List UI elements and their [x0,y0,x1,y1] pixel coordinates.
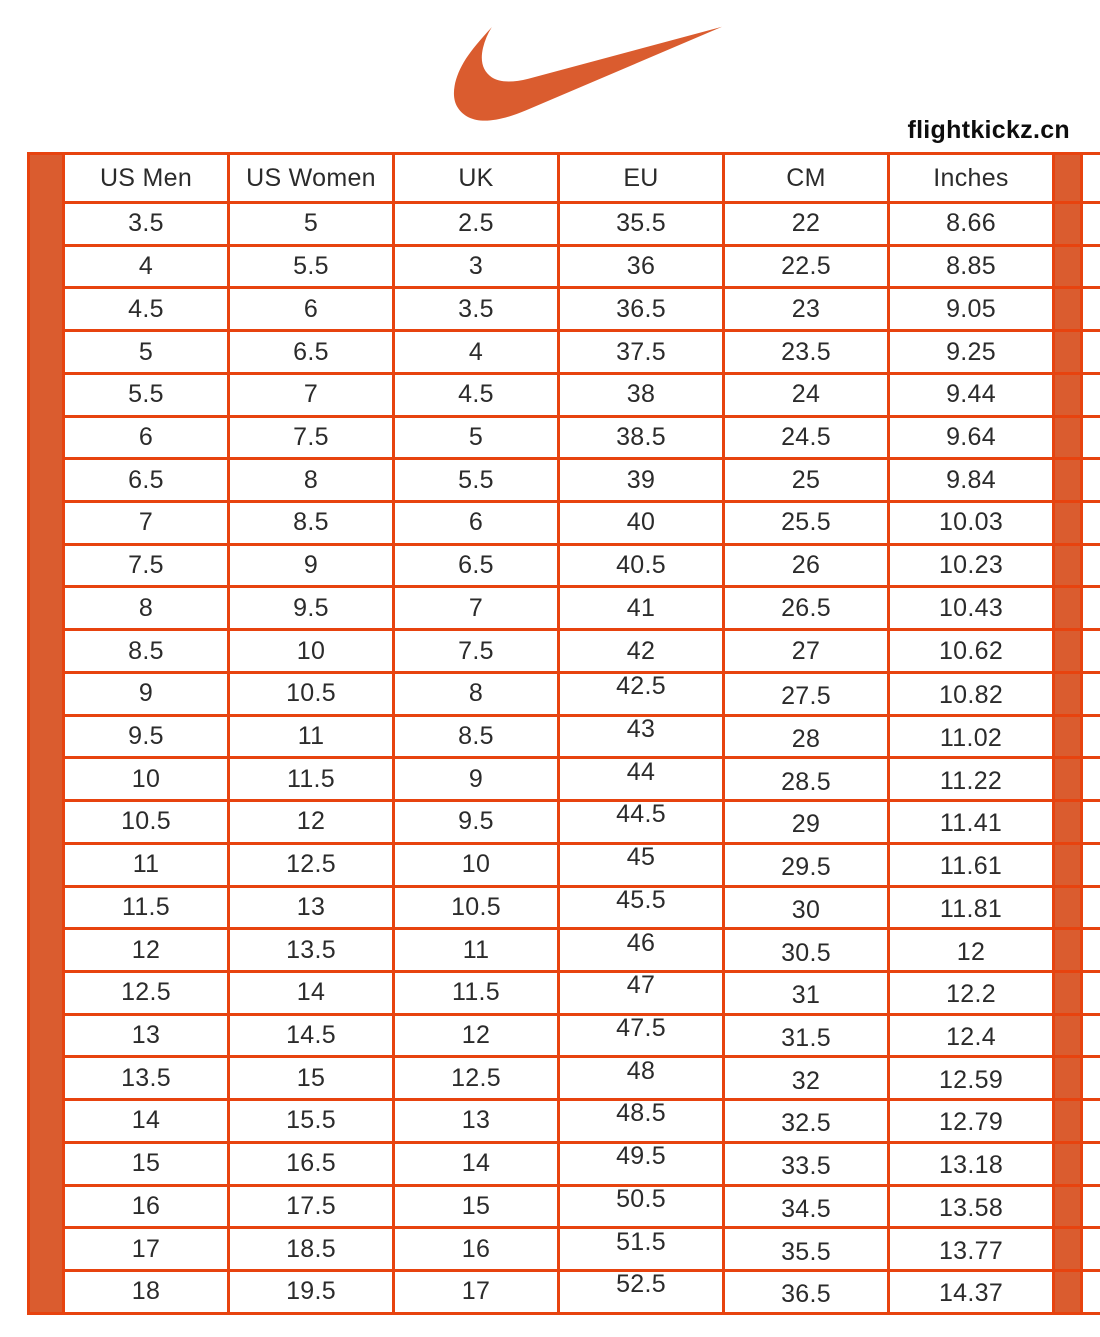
size-cell-us-men: 12.5 [64,971,229,1014]
size-cell-uk: 11.5 [394,971,559,1014]
size-cell-cm: 32.5 [724,1100,889,1143]
border-tail-cell [1082,1228,1100,1271]
right-accent-band-cell [1054,154,1082,203]
border-tail-cell [1082,1142,1100,1185]
size-cell-inches: 10.82 [889,672,1054,715]
size-cell-uk: 10 [394,843,559,886]
border-tail-cell [1082,801,1100,844]
table-row [64,843,1100,886]
size-cell-uk: 2.5 [394,203,559,246]
size-cell-us-women: 9.5 [229,587,394,630]
size-cell-inches: 10.03 [889,502,1054,545]
size-cell-us-men: 5.5 [64,373,229,416]
table-row [64,929,1100,972]
border-tail-cell [1082,1100,1100,1143]
border-tail-cell [1082,203,1100,246]
size-cell-cm: 31 [724,971,889,1014]
size-cell-us-men: 16 [64,1185,229,1228]
size-cell-inches: 13.77 [889,1228,1054,1271]
size-cell-us-women: 8.5 [229,502,394,545]
size-cell-inches: 12.79 [889,1100,1054,1143]
size-cell-us-women: 12.5 [229,843,394,886]
table-row [64,502,1100,545]
size-cell-us-women: 14.5 [229,1014,394,1057]
size-cell-cm: 24.5 [724,416,889,459]
right-accent-band-cell [1054,1014,1082,1057]
size-cell-us-women: 16.5 [229,1142,394,1185]
size-cell-us-men: 7.5 [64,544,229,587]
size-cell-inches: 10.43 [889,587,1054,630]
border-tail-cell [1082,416,1100,459]
size-cell-eu: 45.5 [559,886,724,929]
size-cell-uk: 12.5 [394,1057,559,1100]
size-cell-us-women: 14 [229,971,394,1014]
size-cell-us-women: 18.5 [229,1228,394,1271]
size-cell-us-women: 10 [229,630,394,673]
size-cell-eu: 38.5 [559,416,724,459]
size-cell-uk: 14 [394,1142,559,1185]
right-accent-band-cell [1054,288,1082,331]
col-header-us-men: US Men [64,154,229,203]
border-tail-cell [1082,1057,1100,1100]
size-cell-us-women: 10.5 [229,672,394,715]
border-tail-cell [1082,630,1100,673]
table-row [64,1270,1100,1313]
size-cell-eu: 46 [559,929,724,972]
size-cell-us-women: 8 [229,459,394,502]
size-cell-uk: 4 [394,331,559,374]
table-row [64,1142,1100,1185]
border-tail-cell [1082,459,1100,502]
size-cell-uk: 8 [394,672,559,715]
size-cell-cm: 33.5 [724,1142,889,1185]
size-cell-eu: 47.5 [559,1014,724,1057]
size-cell-eu: 43 [559,715,724,758]
size-cell-us-men: 4.5 [64,288,229,331]
right-accent-band-cell [1054,929,1082,972]
border-tail-cell [1082,373,1100,416]
size-cell-eu: 36.5 [559,288,724,331]
size-cell-inches: 11.22 [889,758,1054,801]
border-tail-cell [1082,587,1100,630]
border-tail-cell [1082,971,1100,1014]
size-table-body [64,203,1100,1314]
size-cell-cm: 27.5 [724,672,889,715]
table-row [64,672,1100,715]
right-accent-band-cell [1054,1142,1082,1185]
size-cell-inches: 9.64 [889,416,1054,459]
size-cell-us-men: 17 [64,1228,229,1271]
table-row [64,459,1100,502]
size-cell-us-men: 8.5 [64,630,229,673]
size-cell-uk: 9 [394,758,559,801]
size-cell-cm: 23.5 [724,331,889,374]
size-cell-inches: 11.61 [889,843,1054,886]
size-cell-eu: 47 [559,971,724,1014]
right-accent-band-cell [1054,1270,1082,1313]
size-cell-us-men: 15 [64,1142,229,1185]
size-cell-us-men: 5 [64,331,229,374]
size-cell-us-women: 5 [229,203,394,246]
size-cell-eu: 50.5 [559,1185,724,1228]
size-cell-uk: 11 [394,929,559,972]
size-cell-us-women: 13.5 [229,929,394,972]
right-accent-band-cell [1054,801,1082,844]
size-cell-us-men: 11.5 [64,886,229,929]
table-row [64,1228,1100,1271]
table-row [64,587,1100,630]
size-cell-cm: 29.5 [724,843,889,886]
size-cell-cm: 26.5 [724,587,889,630]
size-cell-eu: 44.5 [559,801,724,844]
right-accent-band-cell [1054,758,1082,801]
size-cell-uk: 8.5 [394,715,559,758]
size-cell-cm: 32 [724,1057,889,1100]
size-cell-us-men: 13.5 [64,1057,229,1100]
size-cell-us-women: 6.5 [229,331,394,374]
table-row [64,1185,1100,1228]
border-tail-cell [1082,502,1100,545]
table-row [64,801,1100,844]
table-row [64,1100,1100,1143]
left-accent-band [27,152,62,1315]
size-cell-cm: 26 [724,544,889,587]
size-cell-cm: 25.5 [724,502,889,545]
size-cell-us-women: 15.5 [229,1100,394,1143]
size-cell-us-men: 4 [64,245,229,288]
table-row [64,203,1100,246]
right-accent-band-cell [1054,971,1082,1014]
right-accent-band-cell [1054,843,1082,886]
table-row [64,1014,1100,1057]
right-accent-band-cell [1054,203,1082,246]
size-cell-inches: 12.59 [889,1057,1054,1100]
size-cell-us-women: 19.5 [229,1270,394,1313]
right-accent-band-cell [1054,886,1082,929]
size-cell-eu: 45 [559,843,724,886]
border-tail-cell [1082,1185,1100,1228]
size-cell-eu: 36 [559,245,724,288]
size-cell-cm: 30 [724,886,889,929]
right-accent-band-cell [1054,672,1082,715]
size-cell-cm: 34.5 [724,1185,889,1228]
size-cell-eu: 38 [559,373,724,416]
size-cell-uk: 6.5 [394,544,559,587]
size-cell-eu: 51.5 [559,1228,724,1271]
size-cell-uk: 15 [394,1185,559,1228]
col-header-us-women: US Women [229,154,394,203]
right-accent-band-cell [1054,544,1082,587]
size-cell-uk: 17 [394,1270,559,1313]
header-row [64,154,1100,203]
size-cell-uk: 5.5 [394,459,559,502]
right-accent-band-cell [1054,715,1082,758]
size-cell-us-women: 5.5 [229,245,394,288]
size-cell-cm: 36.5 [724,1270,889,1313]
right-accent-band-cell [1054,502,1082,545]
size-cell-eu: 40.5 [559,544,724,587]
size-cell-eu: 49.5 [559,1142,724,1185]
size-cell-inches: 10.62 [889,630,1054,673]
right-accent-band-cell [1054,1057,1082,1100]
size-cell-us-men: 6 [64,416,229,459]
size-cell-uk: 7.5 [394,630,559,673]
size-cell-eu: 48.5 [559,1100,724,1143]
size-cell-eu: 42 [559,630,724,673]
right-accent-band-cell [1054,1185,1082,1228]
right-accent-band-cell [1054,1100,1082,1143]
size-cell-inches: 13.58 [889,1185,1054,1228]
size-cell-us-women: 6 [229,288,394,331]
border-tail-cell [1082,245,1100,288]
size-cell-us-women: 11.5 [229,758,394,801]
border-tail-cell [1082,715,1100,758]
size-cell-inches: 11.02 [889,715,1054,758]
size-cell-eu: 42.5 [559,672,724,715]
size-cell-eu: 35.5 [559,203,724,246]
watermark-text: flightkickz.cn [907,116,1070,144]
size-cell-cm: 29 [724,801,889,844]
size-cell-us-men: 10.5 [64,801,229,844]
size-cell-cm: 23 [724,288,889,331]
border-tail-cell [1082,672,1100,715]
nike-logo [448,24,728,124]
right-accent-band-cell [1054,373,1082,416]
table-row [64,758,1100,801]
table-row [64,288,1100,331]
size-cell-eu: 39 [559,459,724,502]
right-accent-band-cell [1054,416,1082,459]
size-cell-us-women: 15 [229,1057,394,1100]
border-tail-cell [1082,929,1100,972]
size-cell-eu: 52.5 [559,1270,724,1313]
table-row [64,630,1100,673]
size-cell-uk: 3 [394,245,559,288]
border-tail-cell [1082,288,1100,331]
size-cell-inches: 11.81 [889,886,1054,929]
border-tail-cell [1082,1270,1100,1313]
size-cell-eu: 41 [559,587,724,630]
table-row [64,715,1100,758]
size-cell-us-men: 18 [64,1270,229,1313]
size-cell-us-women: 13 [229,886,394,929]
size-cell-inches: 9.25 [889,331,1054,374]
border-tail-cell [1082,154,1100,203]
table-row [64,373,1100,416]
size-cell-us-women: 11 [229,715,394,758]
size-cell-cm: 28.5 [724,758,889,801]
size-cell-inches: 14.37 [889,1270,1054,1313]
col-header-uk: UK [394,154,559,203]
size-cell-us-men: 3.5 [64,203,229,246]
size-cell-us-women: 7 [229,373,394,416]
size-cell-cm: 22.5 [724,245,889,288]
col-header-cm: CM [724,154,889,203]
table-row [64,416,1100,459]
table-row [64,1057,1100,1100]
size-cell-inches: 12 [889,929,1054,972]
size-cell-cm: 25 [724,459,889,502]
size-cell-inches: 9.44 [889,373,1054,416]
border-tail-cell [1082,331,1100,374]
size-cell-us-men: 11 [64,843,229,886]
size-cell-us-men: 14 [64,1100,229,1143]
size-cell-cm: 35.5 [724,1228,889,1271]
size-cell-us-men: 7 [64,502,229,545]
size-cell-eu: 44 [559,758,724,801]
size-cell-uk: 12 [394,1014,559,1057]
size-cell-uk: 6 [394,502,559,545]
nike-swoosh-icon [448,24,728,124]
border-tail-cell [1082,886,1100,929]
size-cell-us-men: 8 [64,587,229,630]
border-tail-cell [1082,843,1100,886]
size-chart [27,152,1100,1315]
size-cell-us-men: 13 [64,1014,229,1057]
size-cell-eu: 40 [559,502,724,545]
size-cell-inches: 12.2 [889,971,1054,1014]
size-cell-inches: 9.05 [889,288,1054,331]
size-cell-inches: 11.41 [889,801,1054,844]
size-cell-inches: 12.4 [889,1014,1054,1057]
border-tail-cell [1082,758,1100,801]
size-cell-inches: 9.84 [889,459,1054,502]
border-tail-cell [1082,1014,1100,1057]
size-cell-cm: 31.5 [724,1014,889,1057]
size-cell-inches: 8.66 [889,203,1054,246]
size-cell-cm: 24 [724,373,889,416]
size-cell-cm: 27 [724,630,889,673]
col-header-eu: EU [559,154,724,203]
size-cell-uk: 4.5 [394,373,559,416]
size-cell-us-men: 12 [64,929,229,972]
size-cell-us-women: 12 [229,801,394,844]
size-cell-cm: 22 [724,203,889,246]
size-cell-uk: 5 [394,416,559,459]
right-accent-band-cell [1054,459,1082,502]
table-row [64,544,1100,587]
size-cell-us-men: 10 [64,758,229,801]
size-cell-us-women: 7.5 [229,416,394,459]
size-cell-cm: 30.5 [724,929,889,972]
size-cell-inches: 10.23 [889,544,1054,587]
size-table [62,152,1100,1315]
size-cell-uk: 7 [394,587,559,630]
border-tail-cell [1082,544,1100,587]
size-cell-inches: 13.18 [889,1142,1054,1185]
size-cell-uk: 3.5 [394,288,559,331]
size-cell-uk: 10.5 [394,886,559,929]
right-accent-band-cell [1054,630,1082,673]
right-accent-band-cell [1054,1228,1082,1271]
table-row [64,886,1100,929]
size-cell-us-women: 17.5 [229,1185,394,1228]
table-row [64,971,1100,1014]
size-cell-uk: 13 [394,1100,559,1143]
size-cell-uk: 9.5 [394,801,559,844]
table-row [64,331,1100,374]
size-cell-us-women: 9 [229,544,394,587]
table-row [64,245,1100,288]
size-cell-eu: 48 [559,1057,724,1100]
size-cell-us-men: 9.5 [64,715,229,758]
col-header-inches: Inches [889,154,1054,203]
size-cell-us-men: 6.5 [64,459,229,502]
size-cell-eu: 37.5 [559,331,724,374]
right-accent-band-cell [1054,245,1082,288]
right-accent-band-cell [1054,331,1082,374]
size-cell-uk: 16 [394,1228,559,1271]
size-cell-inches: 8.85 [889,245,1054,288]
size-cell-us-men: 9 [64,672,229,715]
right-accent-band-cell [1054,587,1082,630]
size-cell-cm: 28 [724,715,889,758]
